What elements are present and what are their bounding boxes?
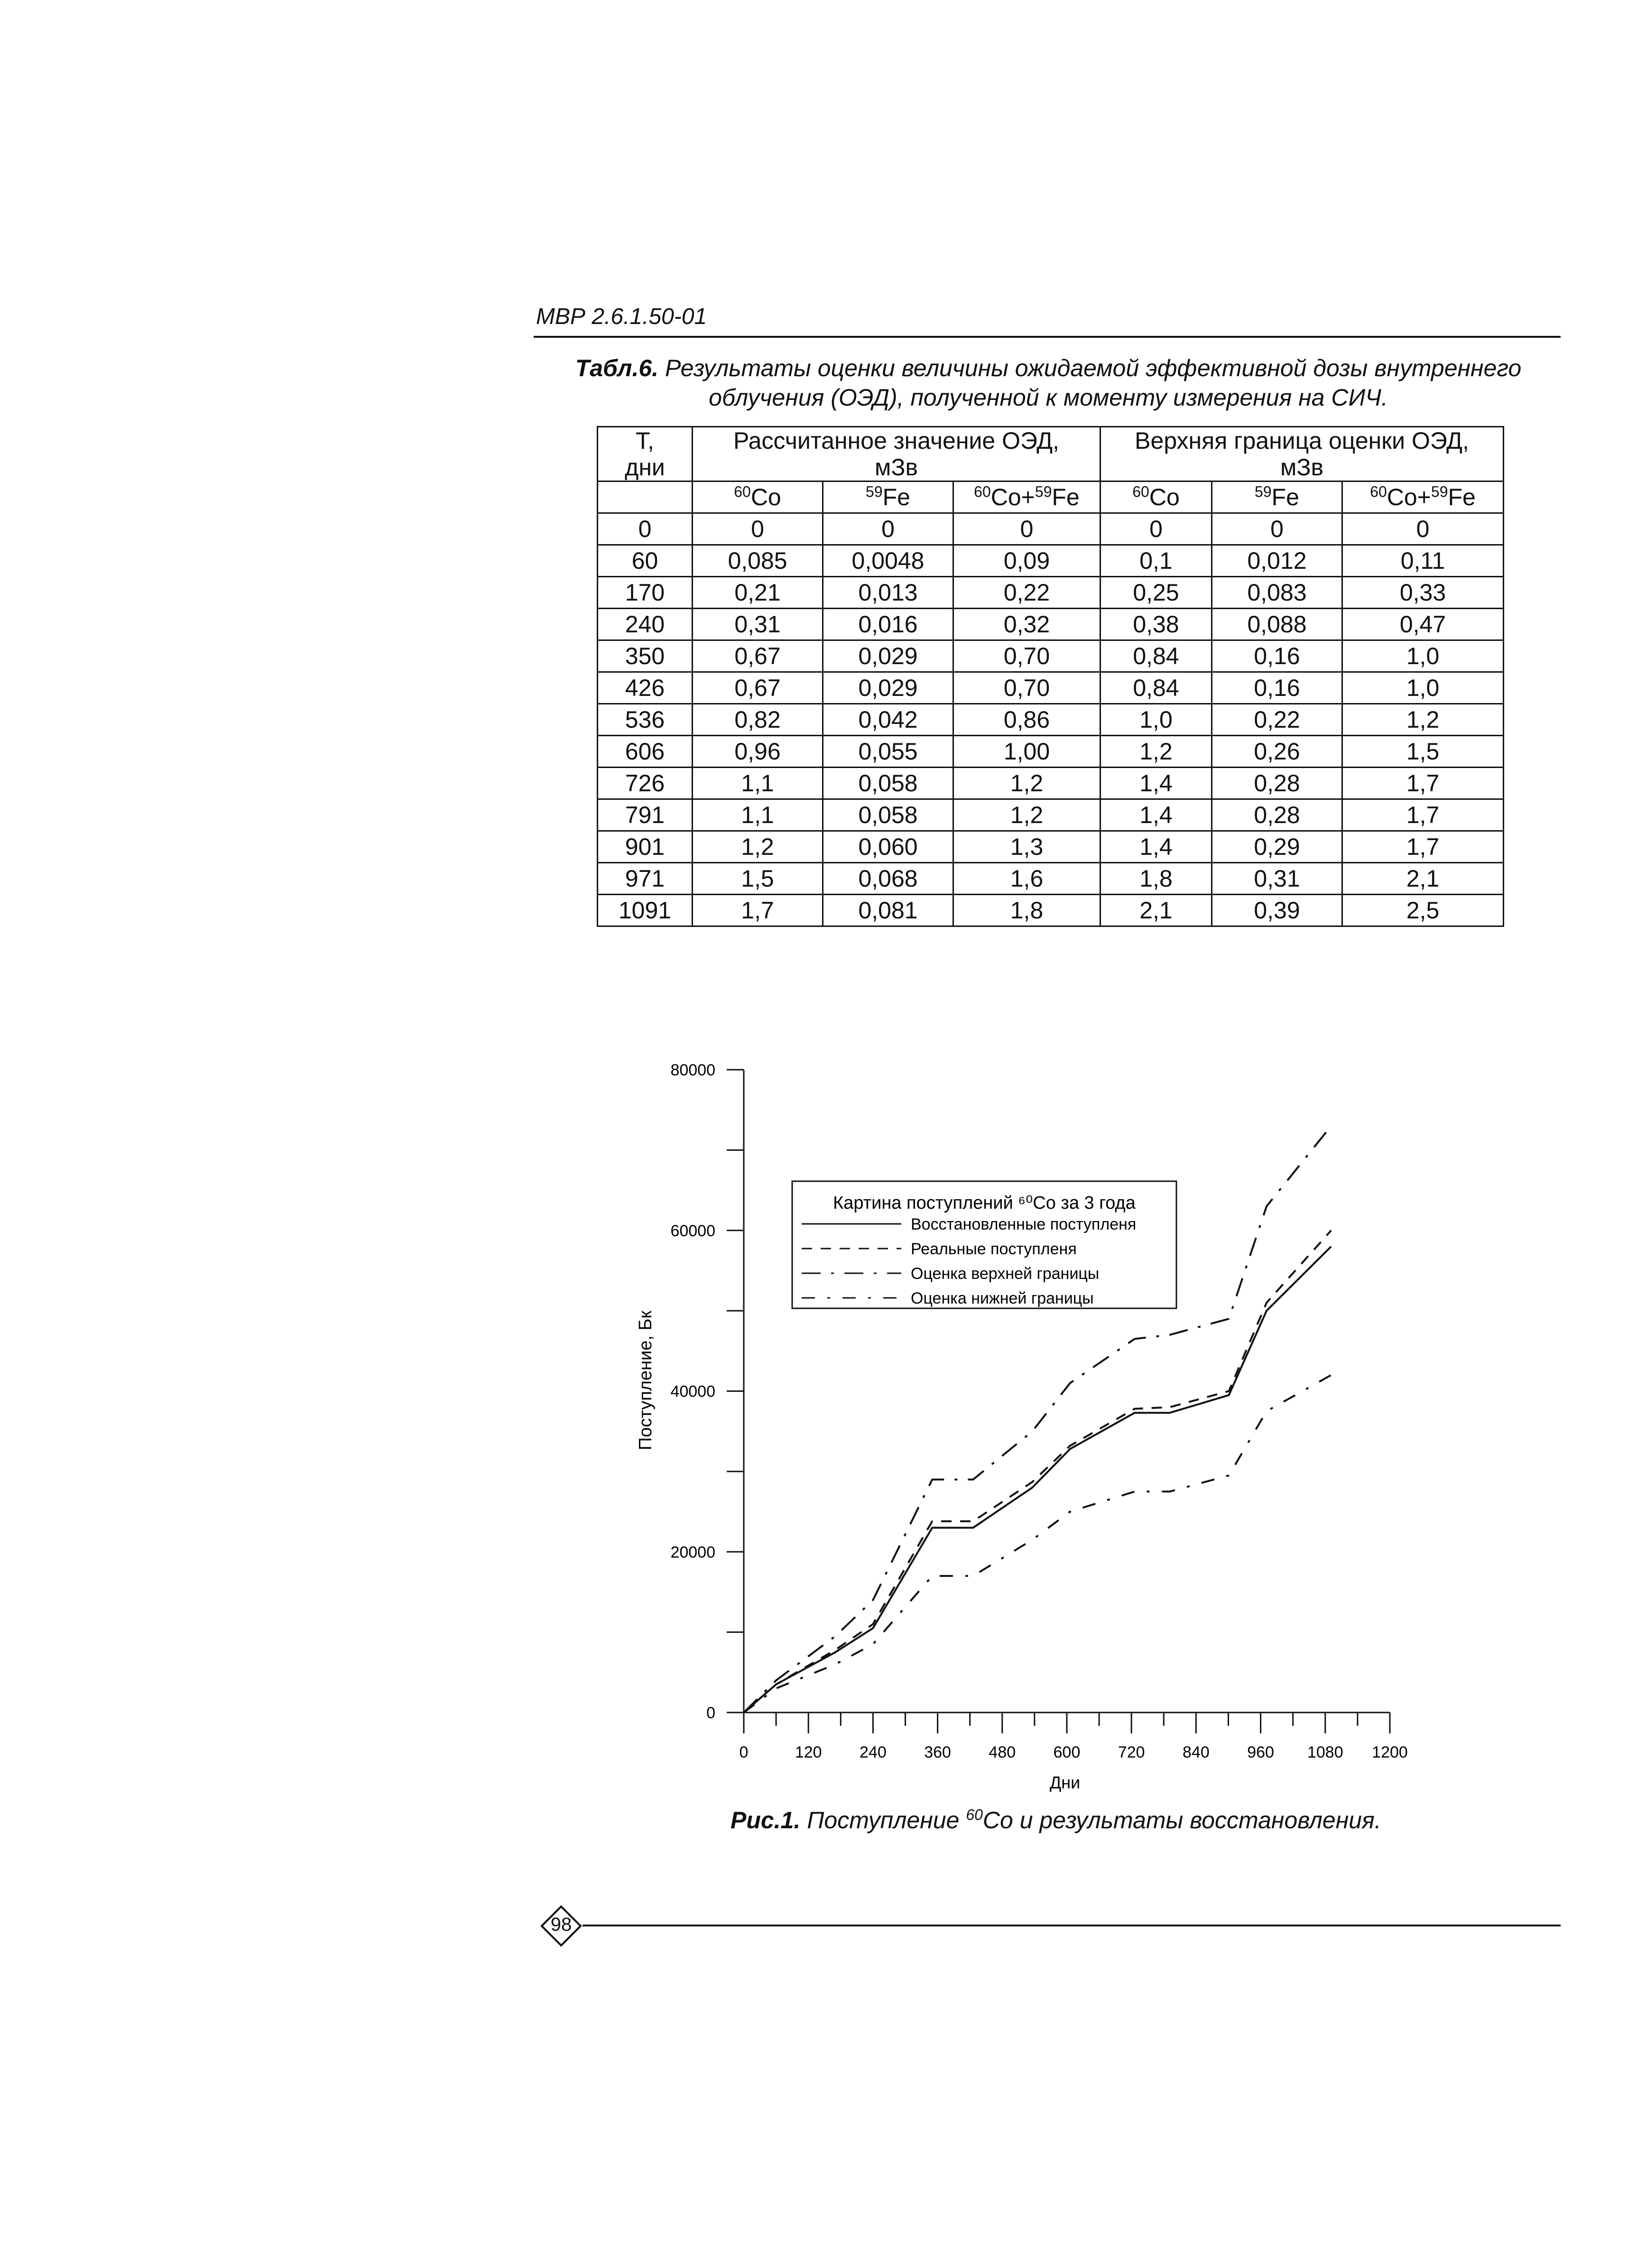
table-title-line2: облучения (ОЭД), полученной к моменту измерения на СИЧ. — [709, 384, 1388, 411]
legend-title: Картина поступлений ⁶⁰Co за 3 года — [833, 1193, 1136, 1213]
isotope-co-fe: $^{60}$Co+$^{59}$Fe — [953, 481, 1100, 513]
table-cell: 0,068 — [823, 863, 953, 895]
table-cell: 240 — [598, 609, 693, 640]
legend-entry: Восстановленные поступленя — [911, 1215, 1137, 1233]
table-cell: 350 — [598, 640, 693, 672]
table-cell: 1,2 — [693, 831, 823, 863]
table-cell: 2,1 — [1342, 863, 1504, 895]
table-cell: 606 — [598, 736, 693, 768]
table-cell: 426 — [598, 672, 693, 704]
figure-caption: Рис.1. Поступление $^{60}$Co и результаты восстановления. — [731, 1806, 1381, 1833]
table-cell: 0,085 — [693, 545, 823, 577]
header-upper-bound: Верхняя граница оценки ОЭД, мЗв — [1100, 427, 1504, 481]
table-cell: 1,7 — [1342, 799, 1504, 831]
table-cell: 1,2 — [1342, 704, 1504, 736]
table-cell: 1,1 — [693, 768, 823, 799]
x-tick-label: 960 — [1247, 1743, 1274, 1761]
table-cell: 1091 — [598, 895, 693, 926]
table-cell: 1,0 — [1342, 672, 1504, 704]
table-cell: 0,083 — [1212, 577, 1342, 609]
x-tick-label: 240 — [860, 1743, 887, 1761]
isotope-co: $^{60}$Co — [693, 481, 823, 513]
header-t: Т, дни — [598, 427, 693, 481]
x-tick-label: 480 — [989, 1743, 1016, 1761]
table-cell: 791 — [598, 799, 693, 831]
table-cell: 1,00 — [953, 736, 1100, 768]
table-cell: 0,058 — [823, 799, 953, 831]
table-cell: 0,055 — [823, 736, 953, 768]
chart-legend — [792, 1181, 1176, 1308]
table-cell: 0,16 — [1212, 640, 1342, 672]
table-cell: 1,5 — [1342, 736, 1504, 768]
x-tick-label: 840 — [1183, 1743, 1210, 1761]
table-title-line1: Результаты оценки величины ожидаемой эффективной дозы внутреннего — [658, 355, 1522, 381]
table-cell: 1,4 — [1100, 799, 1212, 831]
table-cell: 170 — [598, 577, 693, 609]
table-cell: 60 — [598, 545, 693, 577]
table-cell: 1,6 — [953, 863, 1100, 895]
table-cell: 0,21 — [693, 577, 823, 609]
table-label: Табл.6. — [575, 355, 659, 381]
table-cell: 1,4 — [1100, 831, 1212, 863]
legend-entry: Реальные поступленя — [911, 1240, 1077, 1258]
table-cell: 0,042 — [823, 704, 953, 736]
table-cell: 0,0048 — [823, 545, 953, 577]
table-cell: 1,8 — [1100, 863, 1212, 895]
x-tick-label: 720 — [1118, 1743, 1145, 1761]
table-cell: 0,29 — [1212, 831, 1342, 863]
isotope-co: $^{60}$Co — [1100, 481, 1212, 513]
table-cell: 1,0 — [1342, 640, 1504, 672]
x-tick-label: 120 — [795, 1743, 822, 1761]
table-cell: 0 — [1100, 513, 1212, 545]
table-cell: 0,26 — [1212, 736, 1342, 768]
table-cell: 0,016 — [823, 609, 953, 640]
table-cell: 0,28 — [1212, 799, 1342, 831]
table-cell: 0,38 — [1100, 609, 1212, 640]
table-cell: 0,060 — [823, 831, 953, 863]
table-cell: 0,67 — [693, 640, 823, 672]
table-cell: 1,4 — [1100, 768, 1212, 799]
isotope-fe: $^{59}$Fe — [1212, 481, 1342, 513]
table-cell: 0,70 — [953, 672, 1100, 704]
series-line — [744, 1247, 1331, 1713]
y-axis-label: Поступление, Бк — [636, 1310, 656, 1451]
table-cell: 0,013 — [823, 577, 953, 609]
x-tick-label: 360 — [924, 1743, 951, 1761]
x-tick-label: 600 — [1053, 1743, 1081, 1761]
table-cell: 1,7 — [1342, 831, 1504, 863]
y-tick-label: 80000 — [670, 1061, 715, 1079]
y-tick-label: 20000 — [670, 1543, 715, 1562]
table-cell: 0,31 — [693, 609, 823, 640]
table-cell: 1,7 — [693, 895, 823, 926]
table-cell: 0,1 — [1100, 545, 1212, 577]
legend-entry: Оценка нижней границы — [911, 1289, 1094, 1307]
table-cell: 1,8 — [953, 895, 1100, 926]
table-cell: 0,029 — [823, 640, 953, 672]
y-tick-label: 60000 — [670, 1222, 715, 1240]
table-cell: 0,22 — [1212, 704, 1342, 736]
figure-label: Рис.1. — [731, 1807, 801, 1833]
table-cell: 726 — [598, 768, 693, 799]
table-cell: 901 — [598, 831, 693, 863]
x-tick-label: 1080 — [1307, 1743, 1343, 1761]
page-number: 98 — [550, 1914, 572, 1935]
table-cell: 0,22 — [953, 577, 1100, 609]
table-cell: 0 — [953, 513, 1100, 545]
table-cell: 0,86 — [953, 704, 1100, 736]
table-cell: 0,11 — [1342, 545, 1504, 577]
x-tick-label: 1200 — [1372, 1743, 1408, 1761]
table-cell: 1,7 — [1342, 768, 1504, 799]
table-cell: 0,31 — [1212, 863, 1342, 895]
y-tick-label: 0 — [706, 1704, 715, 1722]
table-cell: 1,3 — [953, 831, 1100, 863]
table-cell: 1,5 — [693, 863, 823, 895]
legend-entry: Оценка верхней границы — [911, 1265, 1100, 1283]
table-cell: 0,058 — [823, 768, 953, 799]
table-cell: 0,84 — [1100, 672, 1212, 704]
table-cell: 1,2 — [953, 768, 1100, 799]
table-cell: 0,70 — [953, 640, 1100, 672]
isotope-co-fe: $^{60}$Co+$^{59}$Fe — [1342, 481, 1504, 513]
table-cell: 0,33 — [1342, 577, 1504, 609]
table-cell: 0,39 — [1212, 895, 1342, 926]
table-cell: 0,012 — [1212, 545, 1342, 577]
table-cell: 0,84 — [1100, 640, 1212, 672]
table-cell: 1,2 — [1100, 736, 1212, 768]
table-cell: 0 — [1342, 513, 1504, 545]
table-cell: 0,081 — [823, 895, 953, 926]
table-cell: 0,82 — [693, 704, 823, 736]
table-cell: 0,32 — [953, 609, 1100, 640]
table-cell: 1,1 — [693, 799, 823, 831]
table-cell: 0,088 — [1212, 609, 1342, 640]
table-cell: 971 — [598, 863, 693, 895]
x-axis-label: Дни — [1049, 1773, 1081, 1792]
table-cell: 1,0 — [1100, 704, 1212, 736]
table-cell: 0,96 — [693, 736, 823, 768]
x-tick-label: 0 — [739, 1743, 749, 1761]
table-cell: 0,67 — [693, 672, 823, 704]
footer-rule — [583, 1925, 1561, 1926]
table-cell: 1,2 — [953, 799, 1100, 831]
table-cell: 0 — [823, 513, 953, 545]
table-cell: 0 — [598, 513, 693, 545]
table-cell: 0,47 — [1342, 609, 1504, 640]
document-code: МВР 2.6.1.50-01 — [536, 304, 707, 329]
table-cell: 2,1 — [1100, 895, 1212, 926]
table-cell: 0 — [693, 513, 823, 545]
y-tick-label: 40000 — [670, 1382, 715, 1401]
table-cell: 0,029 — [823, 672, 953, 704]
table-cell: 0,16 — [1212, 672, 1342, 704]
table-cell: 2,5 — [1342, 895, 1504, 926]
table-cell: 0,28 — [1212, 768, 1342, 799]
table-cell: 0,25 — [1100, 577, 1212, 609]
table-cell: 0 — [1212, 513, 1342, 545]
isotope-fe: $^{59}$Fe — [823, 481, 953, 513]
header-calculated: Рассчитанное значение ОЭД, мЗв — [693, 427, 1100, 481]
table-cell: 536 — [598, 704, 693, 736]
table-cell: 0,09 — [953, 545, 1100, 577]
